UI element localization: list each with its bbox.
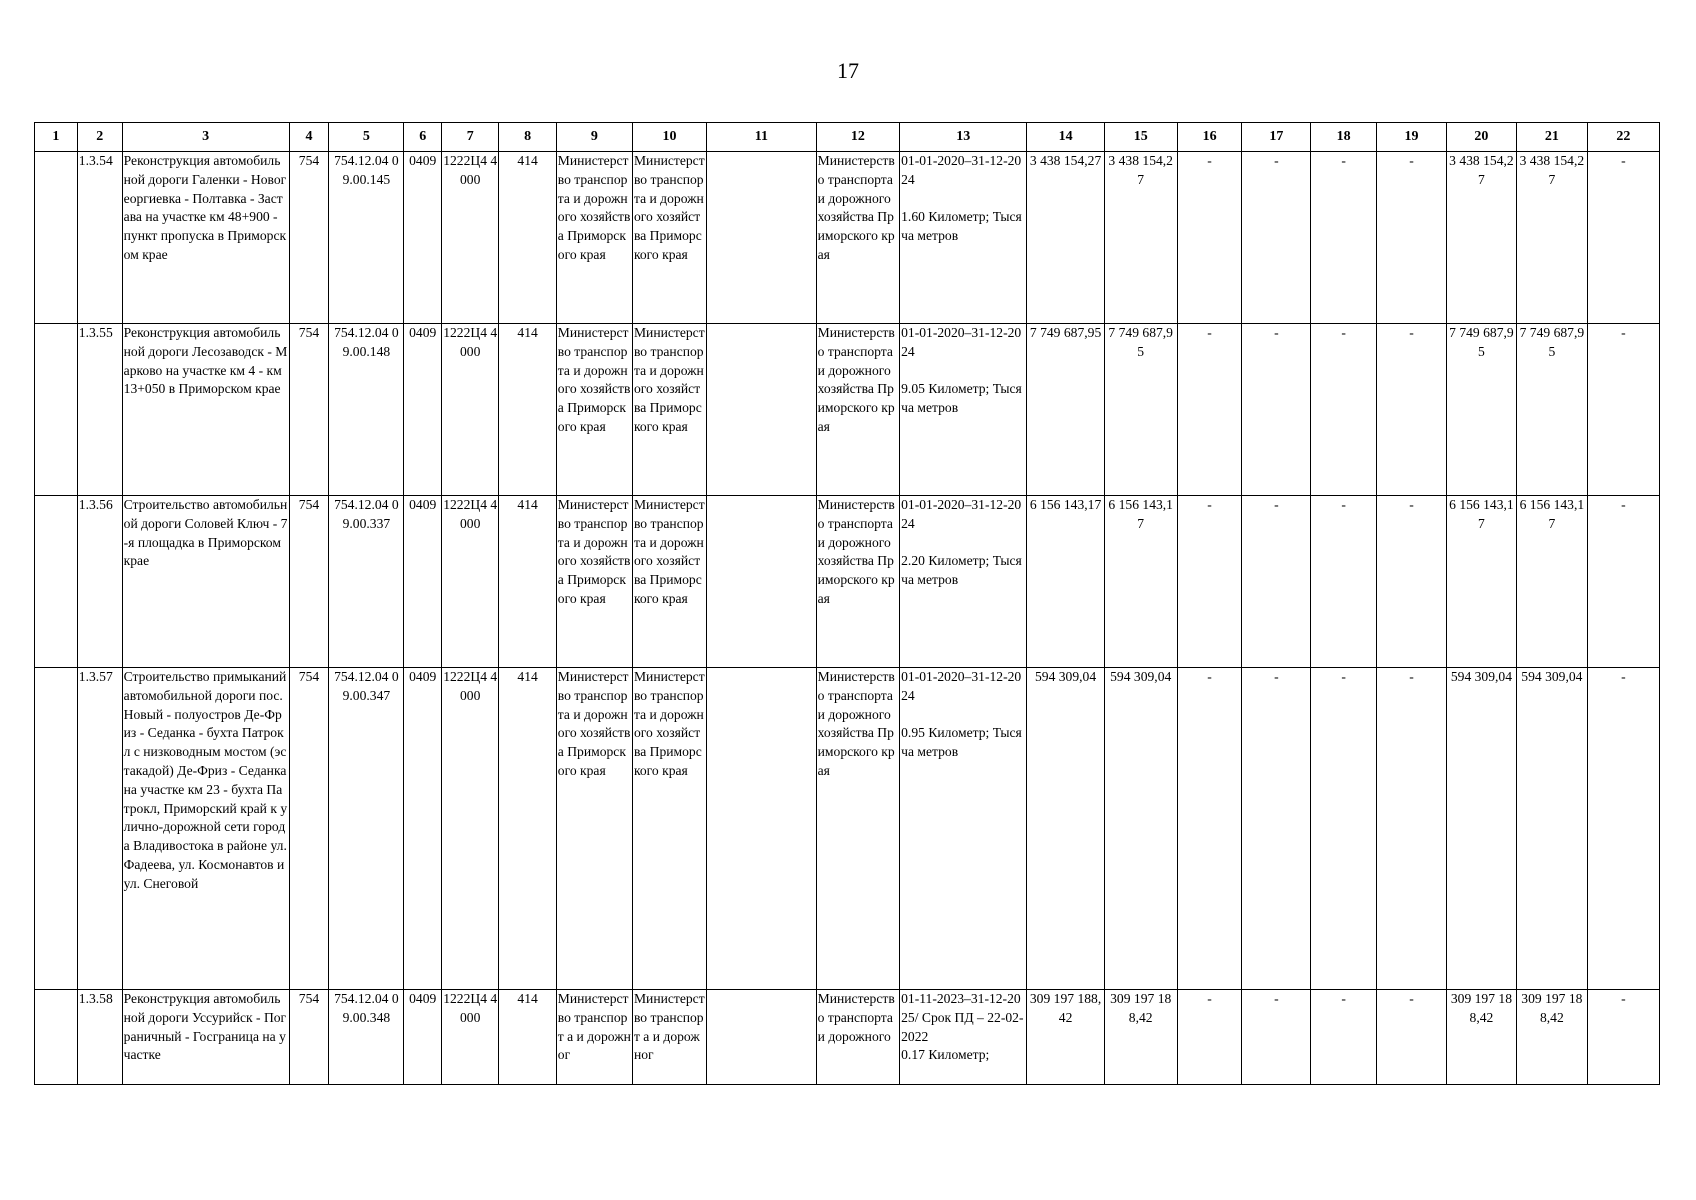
capacity: 1.60 Километр; Тысяча метров: [901, 209, 1022, 244]
cell-14: 6 156 143,17: [1027, 496, 1104, 668]
cell-18: -: [1311, 668, 1377, 990]
row-number: 1.3.56: [77, 496, 122, 668]
object-name: Строительство примыканий автомобильной дороги пос. Новый - полуостров Де-Фриз - Седанка - бухта Патрокл с низководным мостом (эстакадой) Де-Фриз - Седанка на участке км 23 - бухта Патрокл, Приморский край к улично-дорожной сети города Владивостока в районе ул. Фадеева, ул. Космонавтов и ул. Снеговой: [122, 668, 289, 990]
cell-5: 754.12.04 09.00.348: [329, 990, 404, 1085]
budget-table: [34, 122, 1660, 1085]
row-number: 1.3.55: [77, 324, 122, 496]
cell-21: 309 197 188,42: [1516, 990, 1587, 1085]
object-name: Реконструкция автомобильной дороги Лесозаводск - Марково на участке км 4 - км 13+050 в Приморском крае: [122, 324, 289, 496]
cell-10: Министерство транспорта и дорожного хозяйства Приморского края: [632, 152, 706, 324]
cell-15: 6 156 143,17: [1104, 496, 1177, 668]
cell-8: 414: [499, 668, 556, 990]
cell-12: Министерство транспорта и дорожного хозяйства Приморского края: [816, 496, 899, 668]
col-header-10: 10: [632, 123, 706, 152]
cell-15: 7 749 687,95: [1104, 324, 1177, 496]
cell-9: Министерство транспорта и дорожного хозяйства Приморского края: [556, 496, 632, 668]
cell-5: 754.12.04 09.00.347: [329, 668, 404, 990]
cell-7: 1222Ц4 4000: [442, 990, 499, 1085]
table-row: [35, 990, 1660, 1085]
col-header-22: 22: [1587, 123, 1659, 152]
col-header-7: 7: [442, 123, 499, 152]
col-header-8: 8: [499, 123, 556, 152]
cell-16: -: [1177, 152, 1242, 324]
cell-9: Министерство транспорта и дорожного хозяйства Приморского края: [556, 668, 632, 990]
cell-5: 754.12.04 09.00.337: [329, 496, 404, 668]
col-header-16: 16: [1177, 123, 1242, 152]
table-row: [35, 496, 1660, 668]
cell-16: -: [1177, 324, 1242, 496]
table-row: [35, 152, 1660, 324]
object-name: Реконструкция автомобильной дороги Галенки - Новогеоргиевка - Полтавка - Застава на участке км 48+900 - пункт пропуска в Приморском крае: [122, 152, 289, 324]
cell-8: 414: [499, 324, 556, 496]
col-header-17: 17: [1242, 123, 1311, 152]
cell-11: [707, 668, 817, 990]
col-header-3: 3: [122, 123, 289, 152]
period: 01-01-2020–31-12-2024: [901, 497, 1022, 531]
cell-1: [35, 990, 78, 1085]
period: 01-11-2023–31-12-2025/ Срок ПД – 22-02-2022: [901, 991, 1024, 1044]
cell-1: [35, 668, 78, 990]
cell-13: [900, 496, 1027, 668]
cell-8: 414: [499, 990, 556, 1085]
col-header-20: 20: [1446, 123, 1516, 152]
cell-12: Министерство транспорта и дорожного хозяйства Приморского края: [816, 152, 899, 324]
cell-18: -: [1311, 496, 1377, 668]
cell-21: 594 309,04: [1516, 668, 1587, 990]
cell-16: -: [1177, 668, 1242, 990]
cell-4: 754: [289, 324, 329, 496]
capacity: 0.17 Километр;: [901, 1047, 990, 1063]
period: 01-01-2020–31-12-2024: [901, 153, 1022, 187]
cell-6: 0409: [404, 152, 442, 324]
cell-22: -: [1587, 990, 1659, 1085]
cell-13: [900, 152, 1027, 324]
cell-10: Министерство транспорта и дорожного хозяйства Приморского края: [632, 496, 706, 668]
cell-10: Министерство транспорт а и дорожног: [632, 990, 706, 1085]
cell-4: 754: [289, 990, 329, 1085]
cell-14: 3 438 154,27: [1027, 152, 1104, 324]
cell-21: 7 749 687,95: [1516, 324, 1587, 496]
col-header-9: 9: [556, 123, 632, 152]
cell-6: 0409: [404, 990, 442, 1085]
cell-9: Министерство транспорта и дорожного хозяйства Приморского края: [556, 152, 632, 324]
capacity: 0.95 Километр; Тысяча метров: [901, 725, 1022, 760]
capacity: 9.05 Километр; Тысяча метров: [901, 381, 1022, 416]
cell-19: -: [1377, 324, 1447, 496]
cell-17: -: [1242, 152, 1311, 324]
cell-1: [35, 152, 78, 324]
cell-5: 754.12.04 09.00.148: [329, 324, 404, 496]
cell-13: [900, 324, 1027, 496]
cell-18: -: [1311, 990, 1377, 1085]
cell-11: [707, 152, 817, 324]
cell-21: 3 438 154,27: [1516, 152, 1587, 324]
cell-11: [707, 990, 817, 1085]
cell-22: -: [1587, 668, 1659, 990]
cell-17: -: [1242, 668, 1311, 990]
cell-15: 309 197 188,42: [1104, 990, 1177, 1085]
cell-17: -: [1242, 990, 1311, 1085]
cell-19: -: [1377, 990, 1447, 1085]
cell-18: -: [1311, 324, 1377, 496]
cell-14: 594 309,04: [1027, 668, 1104, 990]
col-header-1: 1: [35, 123, 78, 152]
col-header-5: 5: [329, 123, 404, 152]
row-number: 1.3.58: [77, 990, 122, 1085]
cell-21: 6 156 143,17: [1516, 496, 1587, 668]
cell-6: 0409: [404, 324, 442, 496]
cell-4: 754: [289, 496, 329, 668]
cell-19: -: [1377, 152, 1447, 324]
col-header-19: 19: [1377, 123, 1447, 152]
cell-13: [900, 668, 1027, 990]
cell-1: [35, 324, 78, 496]
cell-22: -: [1587, 324, 1659, 496]
cell-9: Министерство транспорта и дорожного хозяйства Приморского края: [556, 324, 632, 496]
cell-20: 6 156 143,17: [1446, 496, 1516, 668]
cell-20: 309 197 188,42: [1446, 990, 1516, 1085]
cell-12: Министерство транспорта и дорожного: [816, 990, 899, 1085]
cell-7: 1222Ц4 4000: [442, 152, 499, 324]
object-name: Строительство автомобильной дороги Соловей Ключ - 7-я площадка в Приморском крае: [122, 496, 289, 668]
cell-20: 7 749 687,95: [1446, 324, 1516, 496]
table-row: [35, 668, 1660, 990]
cell-14: 309 197 188,42: [1027, 990, 1104, 1085]
cell-14: 7 749 687,95: [1027, 324, 1104, 496]
cell-17: -: [1242, 324, 1311, 496]
cell-13: [900, 990, 1027, 1085]
cell-6: 0409: [404, 668, 442, 990]
cell-15: 594 309,04: [1104, 668, 1177, 990]
cell-5: 754.12.04 09.00.145: [329, 152, 404, 324]
cell-6: 0409: [404, 496, 442, 668]
cell-22: -: [1587, 496, 1659, 668]
col-header-13: 13: [900, 123, 1027, 152]
cell-12: Министерство транспорта и дорожного хозяйства Приморского края: [816, 324, 899, 496]
row-number: 1.3.57: [77, 668, 122, 990]
cell-17: -: [1242, 496, 1311, 668]
cell-20: 3 438 154,27: [1446, 152, 1516, 324]
col-header-6: 6: [404, 123, 442, 152]
col-header-21: 21: [1516, 123, 1587, 152]
cell-8: 414: [499, 496, 556, 668]
cell-9: Министерство транспорт а и дорожног: [556, 990, 632, 1085]
cell-11: [707, 496, 817, 668]
col-header-4: 4: [289, 123, 329, 152]
cell-19: -: [1377, 496, 1447, 668]
col-header-15: 15: [1104, 123, 1177, 152]
cell-22: -: [1587, 152, 1659, 324]
col-header-14: 14: [1027, 123, 1104, 152]
col-header-12: 12: [816, 123, 899, 152]
col-header-11: 11: [707, 123, 817, 152]
row-number: 1.3.54: [77, 152, 122, 324]
cell-7: 1222Ц4 4000: [442, 668, 499, 990]
cell-16: -: [1177, 990, 1242, 1085]
cell-7: 1222Ц4 4000: [442, 496, 499, 668]
cell-4: 754: [289, 152, 329, 324]
cell-1: [35, 496, 78, 668]
page-number: 17: [837, 58, 859, 83]
cell-15: 3 438 154,27: [1104, 152, 1177, 324]
header-row: [35, 123, 1660, 152]
cell-19: -: [1377, 668, 1447, 990]
period: 01-01-2020–31-12-2024: [901, 325, 1022, 359]
cell-16: -: [1177, 496, 1242, 668]
col-header-18: 18: [1311, 123, 1377, 152]
cell-12: Министерство транспорта и дорожного хозяйства Приморского края: [816, 668, 899, 990]
capacity: 2.20 Километр; Тысяча метров: [901, 553, 1022, 588]
cell-7: 1222Ц4 4000: [442, 324, 499, 496]
cell-8: 414: [499, 152, 556, 324]
period: 01-01-2020–31-12-2024: [901, 669, 1022, 703]
cell-11: [707, 324, 817, 496]
cell-18: -: [1311, 152, 1377, 324]
object-name: Реконструкция автомобильной дороги Уссурийск - Пограничный - Госграница на участке: [122, 990, 289, 1085]
cell-10: Министерство транспорта и дорожного хозяйства Приморского края: [632, 324, 706, 496]
cell-20: 594 309,04: [1446, 668, 1516, 990]
cell-10: Министерство транспорта и дорожного хозяйства Приморского края: [632, 668, 706, 990]
cell-4: 754: [289, 668, 329, 990]
col-header-2: 2: [77, 123, 122, 152]
table-row: [35, 324, 1660, 496]
